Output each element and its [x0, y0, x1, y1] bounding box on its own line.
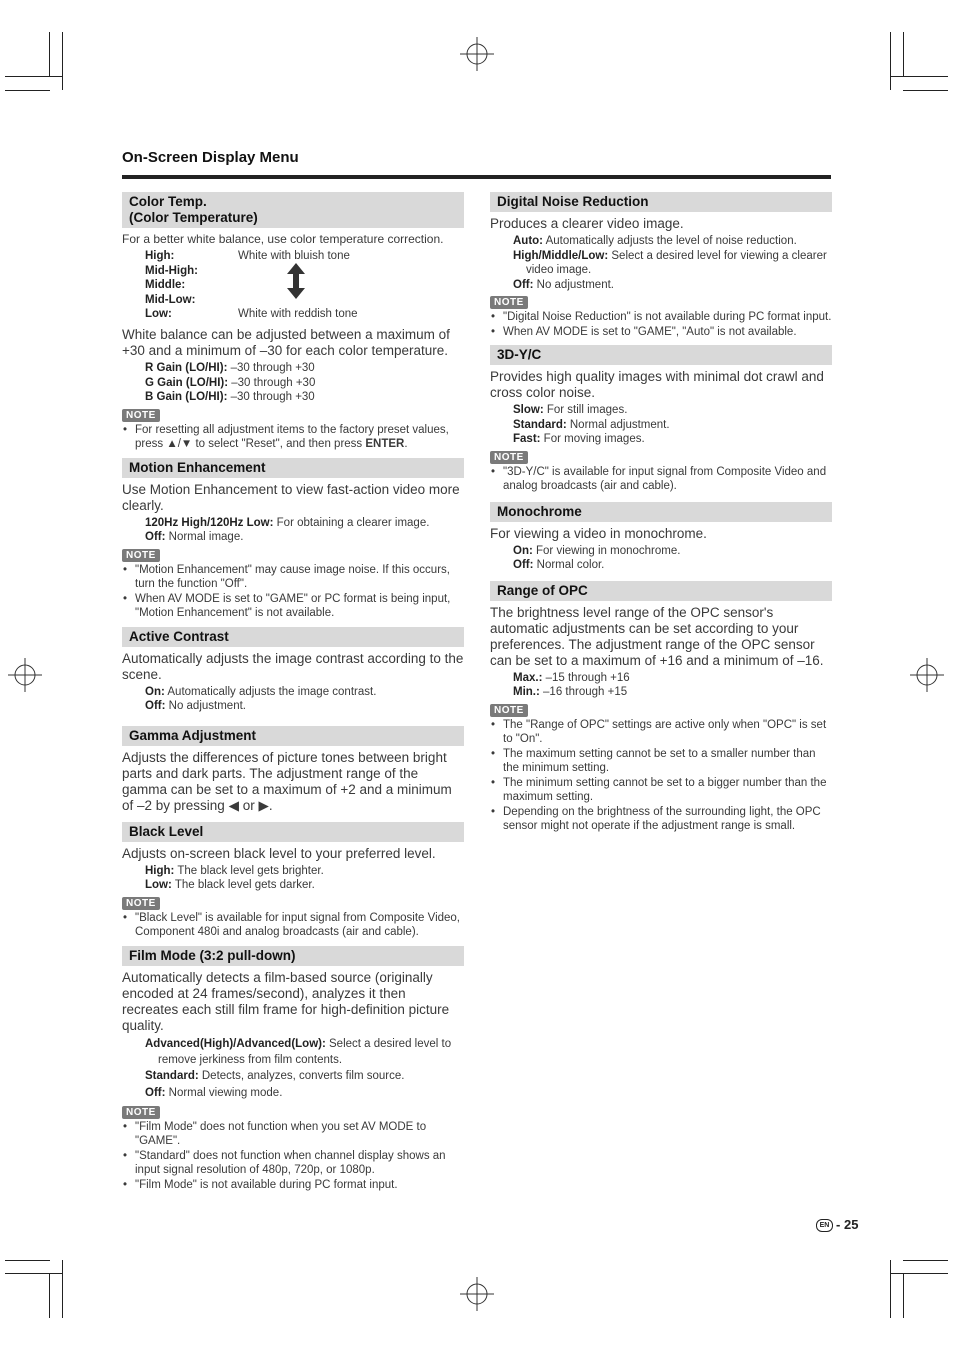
section-description: Provides high quality images with minimal dot crawl and cross color noise.: [490, 369, 824, 400]
option-text: Detects, analyzes, converts film source.: [198, 1069, 405, 1082]
option-text: Select a desired level to remove jerkiness from film contents.: [158, 1037, 452, 1066]
option-label: Standard:: [513, 418, 567, 431]
title-rule: [122, 175, 831, 179]
section-header: Motion Enhancement: [122, 458, 464, 478]
page-separator: -: [836, 1217, 841, 1232]
section-header: Film Mode (3:2 pull-down): [122, 946, 464, 966]
option-text: –16 through +15: [539, 686, 628, 698]
note-item: [122, 423, 464, 452]
option-row: [513, 418, 832, 433]
option-text: Normal viewing mode.: [165, 1086, 283, 1099]
option-label: Min.:: [513, 686, 540, 698]
option-text: For moving images.: [540, 433, 645, 445]
header-line: Color Temp.: [129, 194, 207, 209]
option-label: Standard:: [145, 1069, 199, 1082]
note-item: • The "Range of OPC" settings are active only when "OPC" is set to "On".: [490, 718, 832, 747]
option-row: [513, 403, 832, 418]
option-row: [513, 685, 832, 700]
crop-mark: [903, 1273, 904, 1318]
section-description: White balance can be adjusted between a maximum of +30 and a minimum of –30 for each color temperature.: [122, 327, 450, 358]
crop-mark: [62, 32, 63, 90]
section-description: Use Motion Enhancement to view fast-action video more clearly.: [122, 481, 460, 513]
option-row: [513, 249, 832, 278]
note-item: • Depending on the brightness of the surrounding light, the OPC sensor might not operate if the adjustment range is small.: [490, 805, 832, 834]
notes-list: [122, 911, 464, 940]
option-label: Advanced(High)/Advanced(Low):: [145, 1037, 326, 1050]
option-text: For viewing in monochrome.: [532, 544, 681, 557]
level-label: Middle:: [145, 279, 186, 291]
page-footer: [816, 1217, 858, 1232]
option-row: [145, 1085, 464, 1102]
note-item: • "Motion Enhancement" may cause image noise. If this occurs, turn the function "Off".: [122, 563, 464, 592]
section-header: [122, 192, 464, 228]
section-header: Black Level: [122, 822, 464, 842]
section-description: Produces a clearer video image.: [490, 216, 684, 231]
option-label: High/Middle/Low:: [513, 249, 609, 262]
option-label: On:: [513, 544, 533, 557]
option-row: [145, 361, 464, 376]
option-text: Normal adjustment.: [566, 418, 670, 431]
right-column: [490, 192, 832, 840]
note-badge: NOTE: [122, 1106, 160, 1119]
level-label: Mid-Low:: [145, 293, 196, 306]
crop-mark: [903, 90, 948, 91]
option-row: [145, 530, 464, 545]
section-description: Automatically detects a film-based source (originally encoded at 24 frames/second), analyzes it then recreates each still film frame for high-definition picture quality.: [122, 969, 450, 1033]
registration-mark-icon: [8, 658, 42, 692]
note-badge: NOTE: [122, 549, 160, 562]
note-badge: NOTE: [122, 409, 160, 422]
note-item: • The maximum setting cannot be set to a smaller number than the minimum setting.: [490, 747, 832, 776]
option-row: [145, 516, 464, 531]
level-value: White with bluish tone: [238, 250, 350, 262]
crop-mark: [5, 76, 62, 77]
section-header: Gamma Adjustment: [122, 726, 464, 746]
note-badge: NOTE: [122, 897, 160, 910]
option-label: Off:: [145, 531, 166, 543]
up-down-arrow-icon: [287, 263, 305, 299]
option-label: Auto:: [513, 235, 544, 247]
option-text: The black level gets darker.: [171, 879, 315, 891]
crop-mark: [903, 1260, 948, 1261]
language-badge-icon: EN: [816, 1219, 833, 1232]
option-text: For still images.: [543, 404, 628, 416]
notes-list: [122, 1120, 464, 1193]
option-text: –30 through +30: [227, 362, 315, 374]
section-header: Digital Noise Reduction: [490, 192, 832, 212]
option-text: No adjustment.: [533, 278, 614, 291]
section-header: Range of OPC: [490, 581, 832, 601]
option-label: 120Hz High/120Hz Low:: [145, 516, 274, 529]
option-label: G Gain (LO/HI):: [145, 376, 229, 389]
section-description: Adjusts the differences of picture tones between bright parts and dark parts. The adjustment range of the gamma can be set to a maximum of +2 and a minimum of –2 by pressing ◀ or ▶.: [122, 749, 452, 813]
option-label: Low:: [145, 879, 172, 891]
crop-mark: [890, 76, 948, 77]
section-active-contrast: [122, 627, 464, 714]
note-item: • When AV MODE is set to "GAME", "Auto" is not available.: [490, 325, 832, 340]
note-item: • "Digital Noise Reduction" is not available during PC format input.: [490, 310, 832, 325]
section-range-of-opc: [490, 581, 832, 834]
option-row: [513, 432, 832, 447]
section-description: The brightness level range of the OPC sensor's automatic adjustments can be set according to your preferences. The adjustment range of the OPC sensor can be set to a maximum of +16 and a minimum of –16.: [490, 604, 824, 668]
note-badge: NOTE: [490, 704, 528, 717]
note-item: • When AV MODE is set to "GAME" or PC format is being input, "Motion Enhancement" is not available.: [122, 592, 464, 621]
crop-mark: [49, 1273, 50, 1318]
section-3d-yc: [490, 345, 832, 494]
crop-mark: [890, 32, 891, 90]
registration-mark-icon: [460, 1277, 494, 1311]
notes-list: [122, 563, 464, 621]
section-motion-enhancement: [122, 458, 464, 621]
crop-mark: [903, 32, 904, 77]
crop-mark: [890, 1260, 891, 1318]
section-header: Active Contrast: [122, 627, 464, 647]
section-black-level: [122, 822, 464, 940]
option-label: Slow:: [513, 404, 544, 416]
option-label: Off:: [513, 559, 534, 571]
section-header: Monochrome: [490, 502, 832, 522]
option-label: Off:: [145, 1086, 166, 1099]
option-row: [513, 278, 832, 293]
crop-mark: [49, 32, 50, 77]
option-label: B Gain (LO/HI):: [145, 391, 228, 403]
section-header: 3D-Y/C: [490, 345, 832, 365]
registration-mark-icon: [910, 658, 944, 692]
section-description: Automatically adjusts the image contrast according to the scene.: [122, 650, 464, 682]
notes-list: [122, 423, 464, 452]
note-key: ENTER: [365, 438, 405, 450]
option-row: [513, 234, 832, 249]
option-text: Normal color.: [533, 559, 605, 571]
option-row: [145, 1068, 464, 1085]
option-row: [513, 544, 832, 559]
notes-list: [490, 718, 832, 834]
option-text: The black level gets brighter.: [174, 864, 324, 877]
page-number: 25: [843, 1217, 859, 1232]
option-row: [513, 558, 832, 573]
note-item: • "Black Level" is available for input signal from Composite Video, Component 480i and analog broadcasts (air and cable).: [122, 911, 464, 940]
level-label: High:: [145, 250, 175, 262]
level-value: White with reddish tone: [238, 308, 358, 320]
option-label: Off:: [145, 700, 166, 712]
header-line: (Color Temperature): [129, 210, 258, 225]
option-text: For obtaining a clearer image.: [273, 516, 430, 529]
note-item: • "Film Mode" does not function when you set AV MODE to "GAME".: [122, 1120, 464, 1149]
option-text: –30 through +30: [228, 376, 316, 389]
option-label: Off:: [513, 278, 534, 291]
note-item: • "Film Mode" is not available during PC format input.: [122, 1178, 464, 1193]
option-text: Automatically adjusts the image contrast.: [164, 685, 377, 698]
option-row: [145, 376, 464, 391]
registration-mark-icon: [460, 37, 494, 71]
note-badge: NOTE: [490, 296, 528, 309]
note-badge: NOTE: [490, 451, 528, 464]
page-title: On-Screen Display Menu: [122, 149, 299, 166]
option-label: Fast:: [513, 433, 541, 445]
option-text: Normal image.: [165, 531, 244, 543]
crop-mark: [890, 1273, 948, 1274]
option-row: [145, 390, 464, 405]
option-text: No adjustment.: [165, 700, 246, 712]
crop-mark: [5, 1260, 50, 1261]
crop-mark: [5, 1273, 62, 1274]
crop-mark: [5, 90, 50, 91]
option-label: R Gain (LO/HI):: [145, 362, 228, 374]
section-color-temp: [122, 192, 464, 452]
section-digital-noise-reduction: [490, 192, 832, 339]
note-text: For resetting all adjustment items to the factory preset values, press ▲/▼ to select "Reset", and then press: [135, 423, 449, 450]
option-row: [145, 864, 464, 879]
option-row: [145, 685, 464, 700]
left-column: [122, 192, 464, 1198]
option-row: [513, 671, 832, 686]
section-description: For viewing a video in monochrome.: [490, 525, 707, 541]
notes-list: [490, 465, 832, 494]
section-gamma-adjustment: [122, 726, 464, 814]
option-label: On:: [145, 685, 165, 698]
section-monochrome: [490, 502, 832, 573]
notes-list: [490, 310, 832, 339]
section-description: For a better white balance, use color temperature correction.: [122, 232, 444, 246]
color-temp-levels: [145, 249, 464, 320]
note-item: • The minimum setting cannot be set to a bigger number than the maximum setting.: [490, 776, 832, 805]
note-text: .: [404, 438, 408, 450]
option-row: [145, 699, 464, 714]
option-row: [145, 878, 464, 893]
section-film-mode: [122, 946, 464, 1193]
crop-mark: [62, 1260, 63, 1318]
option-text: Automatically adjusts the level of noise reduction.: [543, 235, 797, 247]
option-text: –30 through +30: [227, 391, 315, 403]
note-item: • "Standard" does not function when channel display shows an input signal resolution of 480p, 720p, or 1080p.: [122, 1149, 464, 1178]
level-label: Mid-High:: [145, 264, 199, 277]
option-label: High:: [145, 864, 175, 877]
option-text: –15 through +16: [542, 671, 630, 684]
section-description: Adjusts on-screen black level to your preferred level.: [122, 845, 436, 861]
note-item: • "3D-Y/C" is available for input signal from Composite Video and analog broadcasts (air and cable).: [490, 465, 832, 494]
option-label: Max.:: [513, 671, 543, 684]
level-label: Low:: [145, 308, 172, 320]
option-row: [145, 1036, 464, 1068]
option-text: Select a desired level for viewing a clearer video image.: [526, 249, 827, 276]
